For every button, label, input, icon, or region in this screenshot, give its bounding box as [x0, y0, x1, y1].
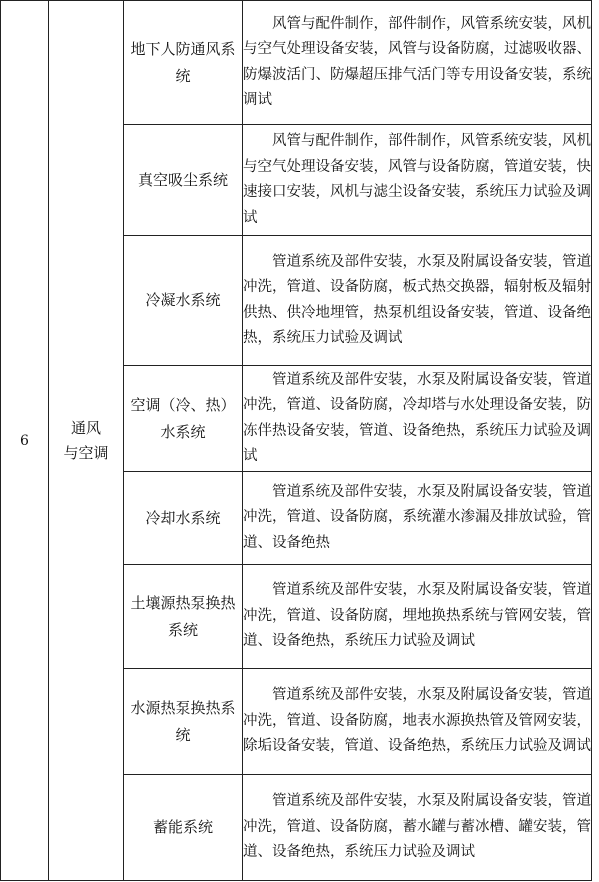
subsection-items: 管道系统及部件安装，水泵及附属设备安装，管道冲洗，管道、设备防腐，冷却塔与水处理设备安装，防冻伴热设备安装，管道、设备绝热，系统压力试验及调试: [243, 366, 592, 472]
subsection-items: 风管与配件制作，部件制作，风管系统安装，风机与空气处理设备安装，风管与设备防腐，管道安装，快速接口安装，风机与滤尘设备安装，系统压力试验及调试: [243, 125, 592, 236]
table-row: [1, 1, 592, 125]
subsection-items: 管道系统及部件安装，水泵及附属设备安装，管道冲洗，管道、设备防腐，地表水源换热管及管网安装，除垢设备安装，管道、设备绝热，系统压力试验及调试: [243, 669, 592, 775]
subsection-items: 风管与配件制作，部件制作，风管系统安装，风机与空气处理设备安装，风管与设备防腐，过滤吸收器、防爆波活门、防爆超压排气活门等专用设备安装，系统调试: [243, 1, 592, 125]
subsection-items: 管道系统及部件安装，水泵及附属设备安装，管道冲洗，管道、设备防腐，板式热交换器，辐射板及辐射供热、供冷地埋管，热泵机组设备安装，管道、设备绝热，系统压力试验及调试: [243, 236, 592, 366]
subsection-items: 管道系统及部件安装，水泵及附属设备安装，管道冲洗，管道、设备防腐，埋地换热系统与管网安装，管道、设备绝热，系统压力试验及调试: [243, 565, 592, 669]
row-number: 6: [1, 1, 49, 881]
subsection-name: 空调（冷、热）水系统: [124, 366, 243, 472]
subsection-name: 真空吸尘系统: [124, 125, 243, 236]
subsection-name: 冷却水系统: [124, 472, 243, 565]
subsection-items: 管道系统及部件安装，水泵及附属设备安装，管道冲洗，管道、设备防腐，系统灌水渗漏及排放试验，管道、设备绝热: [243, 472, 592, 565]
subsection-name: 蓄能系统: [124, 775, 243, 881]
subsection-name: 土壤源热泵换热系统: [124, 565, 243, 669]
subsection-items: 管道系统及部件安装，水泵及附属设备安装，管道冲洗，管道、设备防腐，蓄水罐与蓄冰槽、罐安装，管道、设备绝热，系统压力试验及调试: [243, 775, 592, 881]
subsection-name: 冷凝水系统: [124, 236, 243, 366]
subsection-name: 地下人防通风系统: [124, 1, 243, 125]
category-name: 通风 与空调: [49, 1, 124, 881]
subsection-name: 水源热泵换热系统: [124, 669, 243, 775]
